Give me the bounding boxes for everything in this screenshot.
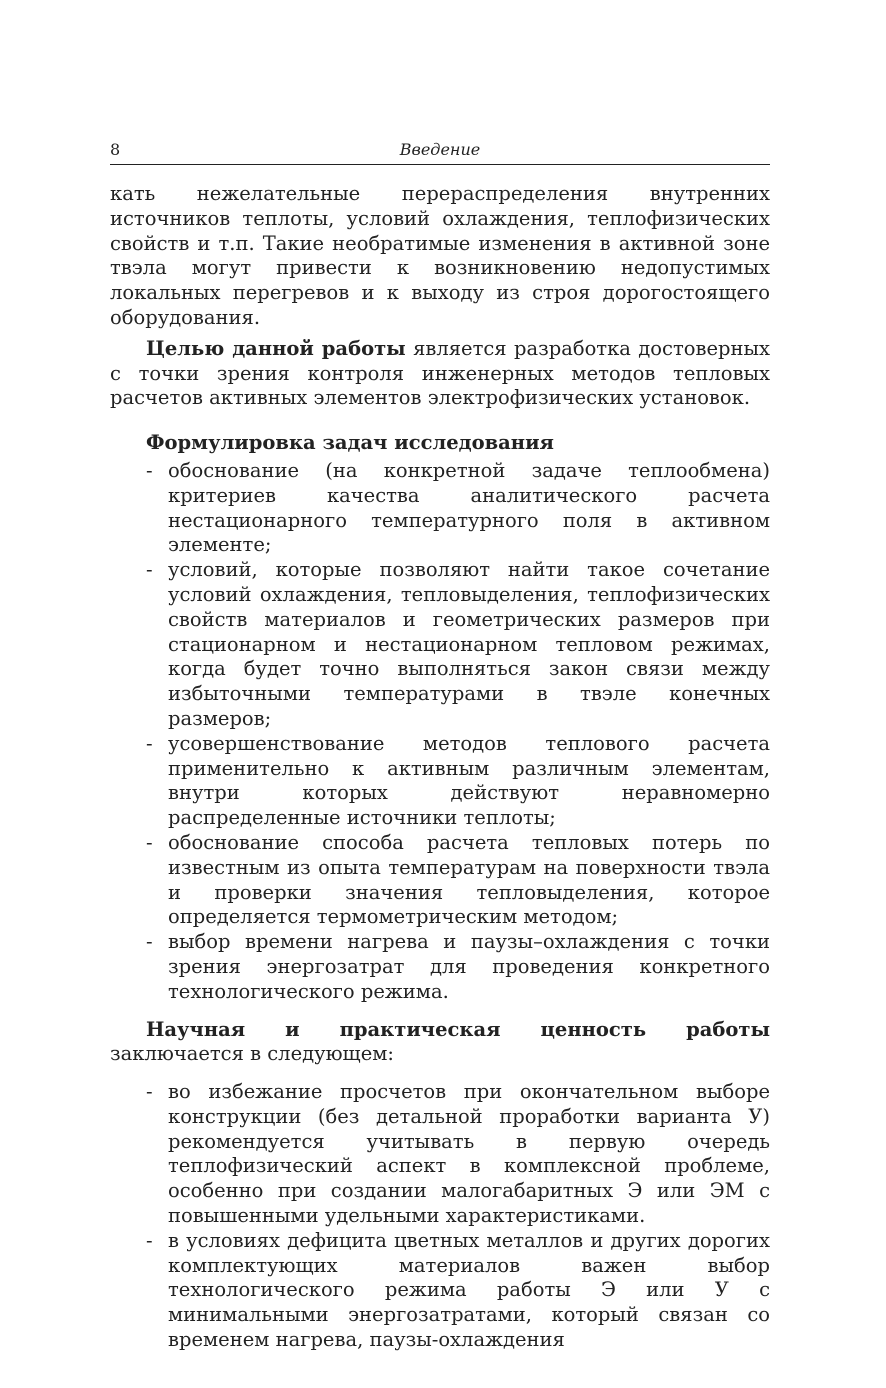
section-heading-tasks: Формулировка задач исследования — [146, 431, 554, 455]
page-body — [110, 182, 770, 1353]
list-item: - условий, которые позволяют найти такое сочетание условий охлаждения, тепловыделения, теплофизических свойств материалов и геометрических размеров при стационарном и нестационарном тепловом режимах, когда будет точно выполняться закон связи между избыточными температурами в твэле конечных размеров; — [168, 558, 770, 732]
paragraph-continuation: кать нежелательные перераспределения внутренних источников теплоты, условий охлаждения, теплофизических свойств и т.п. Такие необратимые изменения в активной зоне твэла могут привести к возникновению недопустимых локальных перегревов и к выходу из строя дорогостоящего оборудования. — [110, 182, 770, 329]
goal-label: Целью данной работы — [146, 336, 406, 360]
page-header — [110, 140, 770, 165]
list-item: - в условиях дефицита цветных металлов и других дорогих комплектующих материалов важен выбор технологического режима работы Э или У с минимальными энергозатратами, который связан со временем нагрева, паузы-охлаждения — [168, 1229, 770, 1353]
list-item: - усовершенствование методов теплового расчета применительно к активным различным элементам, внутри которых действуют неравномерно распределенные источники теплоты; — [168, 732, 770, 831]
list-item: - выбор времени нагрева и паузы–охлаждения с точки зрения энергозатрат для проведения конкретного технологического режима. — [168, 930, 770, 1004]
list-item: - обоснование способа расчета тепловых потерь по известным из опыта температурам на поверхности твэла и проверки значения тепловыделения, которое определяется термометрическим методом; — [168, 831, 770, 930]
list-item: - обоснование (на конкретной задаче теплообмена) критериев качества аналитического расчета нестационарного температурного поля в активном элементе; — [168, 459, 770, 558]
value-label: Научная и практическая ценность работы — [146, 1017, 770, 1041]
page-number: 8 — [110, 140, 121, 159]
value-text: заключается в следующем: — [110, 1042, 394, 1066]
running-title: Введение — [399, 140, 481, 159]
paragraph-value — [110, 1018, 770, 1068]
paragraph-goal — [110, 337, 770, 411]
values-list — [110, 1080, 770, 1353]
list-item: - во избежание просчетов при окончательном выборе конструкции (без детальной проработки варианта У) рекомендуется учитывать в первую очередь теплофизический аспект в комплексной проблеме, особенно при создании малогабаритных Э или ЭМ с повышенными удельными характеристиками. — [168, 1080, 770, 1229]
goal-text: является разработка достоверных с точки зрения контроля инженерных методов тепловых расчетов активных элементов электрофизических установок. — [110, 336, 770, 410]
tasks-list — [110, 459, 770, 1005]
